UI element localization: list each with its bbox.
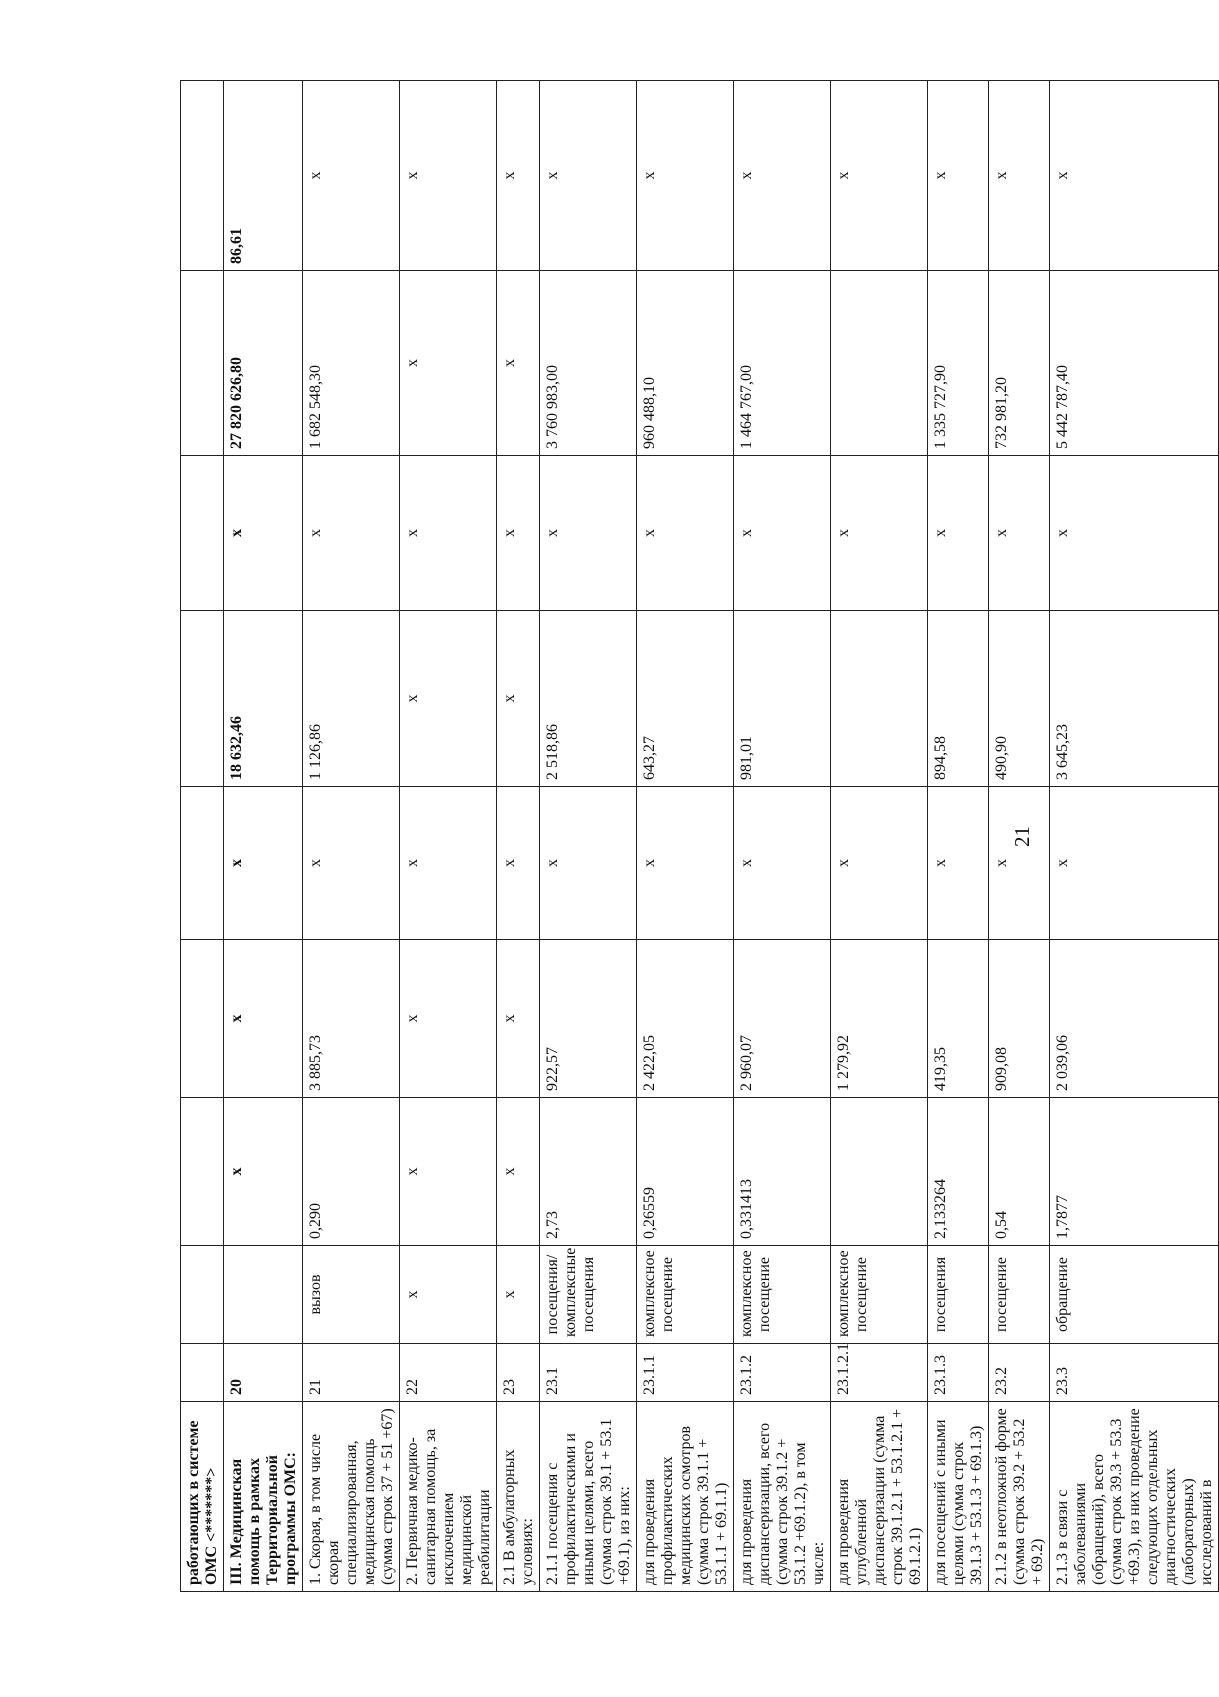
table-row [928, 81, 989, 1592]
norm-cell: 1,7877 [1050, 1098, 1219, 1246]
budget-per-capita-cell: х [497, 787, 540, 940]
row-name: для проведения углубленной диспансеризации (сумма строк 39.1.2.1 + 53.1.2.1 + 69.1.2.1) [831, 1402, 928, 1592]
row-number: 20 [224, 1344, 303, 1402]
row-name: для проведения профилактических медицинских осмотров (сумма строк 39.1.1 + 53.1.1 + 69.1.1) [637, 1402, 734, 1592]
budget-total-cell: х [734, 456, 831, 611]
cost-cell: 922,57 [540, 940, 637, 1098]
percent-cell: х [637, 81, 734, 271]
percent-cell: х [831, 81, 928, 271]
unit-cell: х [497, 1246, 540, 1344]
row-name: работающих в системе ОМС <*******> [181, 1402, 224, 1592]
cost-cell: х [400, 940, 497, 1098]
cost-cell: 419,35 [928, 940, 989, 1098]
page-number: 21 [1010, 826, 1034, 847]
oms-total-cell: 1 682 548,30 [303, 271, 400, 456]
row-number: 23.1.3 [928, 1344, 989, 1402]
oms-per-capita-cell: х [400, 611, 497, 787]
oms-per-capita-cell: х [497, 611, 540, 787]
oms-per-capita-cell: 490,90 [989, 611, 1050, 787]
budget-per-capita-cell: х [734, 787, 831, 940]
budget-per-capita-cell: х [1050, 787, 1219, 940]
norm-cell: х [400, 1098, 497, 1246]
oms-per-capita-cell: 2 518,86 [540, 611, 637, 787]
budget-total-cell: х [989, 456, 1050, 611]
oms-per-capita-cell: 1 126,86 [303, 611, 400, 787]
percent-cell [181, 81, 224, 271]
budget-total-cell: х [831, 456, 928, 611]
oms-per-capita-cell [831, 611, 928, 787]
oms-total-cell: 960 488,10 [637, 271, 734, 456]
row-name: для проведения диспансеризации, всего (сумма строк 39.1.2 + 53.1.2 +69.1.2), в том числе: [734, 1402, 831, 1592]
row-name: 2. Первичная медико-санитарная помощь, за исключением медицинской реабилитации [400, 1402, 497, 1592]
table-row [400, 81, 497, 1592]
budget-per-capita-cell: х [303, 787, 400, 940]
row-number: 23.2 [989, 1344, 1050, 1402]
oms-total-cell: 732 981,20 [989, 271, 1050, 456]
unit-cell: комплексное посещение [637, 1246, 734, 1344]
percent-cell: х [989, 81, 1050, 271]
row-number: 22 [400, 1344, 497, 1402]
unit-cell: обращение [1050, 1246, 1219, 1344]
row-name: 2.1.1 посещения с профилактическими и иными целями, всего (сумма строк 39.1 + 53.1 +69.1), из них: [540, 1402, 637, 1592]
budget-total-cell: х [540, 456, 637, 611]
table-row [303, 81, 400, 1592]
row-number [181, 1344, 224, 1402]
oms-per-capita-cell [181, 611, 224, 787]
unit-cell [224, 1246, 303, 1344]
budget-per-capita-cell: х [400, 787, 497, 940]
row-name: для посещений с иными целями (сумма строк 39.1.3 + 53.1.3 + 69.1.3) [928, 1402, 989, 1592]
percent-cell: х [400, 81, 497, 271]
row-number: 23.1.2.1 [831, 1344, 928, 1402]
percent-cell: х [497, 81, 540, 271]
oms-total-cell: 5 442 787,40 [1050, 271, 1219, 456]
oms-per-capita-cell: 3 645,23 [1050, 611, 1219, 787]
row-name: 2.1 В амбулаторных условиях: [497, 1402, 540, 1592]
norm-cell [831, 1098, 928, 1246]
data-table [180, 80, 1219, 1592]
row-name: III. Медицинская помощь в рамках Территориальной программы ОМС: [224, 1402, 303, 1592]
oms-per-capita-cell: 18 632,46 [224, 611, 303, 787]
norm-cell: 0,26559 [637, 1098, 734, 1246]
norm-cell: 0,331413 [734, 1098, 831, 1246]
cost-cell: 2 960,07 [734, 940, 831, 1098]
budget-per-capita-cell: х [928, 787, 989, 940]
cost-cell: 909,08 [989, 940, 1050, 1098]
row-name: 2.1.3 в связи с заболеваниями (обращений), всего (сумма строк 39.3 + 53.3 +69.3), из них проведение следующих отдельных диагностических (лабораторных) исследований в [1050, 1402, 1219, 1592]
oms-per-capita-cell: 643,27 [637, 611, 734, 787]
percent-cell: х [1050, 81, 1219, 271]
budget-total-cell: х [497, 456, 540, 611]
unit-cell: х [400, 1246, 497, 1344]
unit-cell: посещения [928, 1246, 989, 1344]
norm-cell: 2,73 [540, 1098, 637, 1246]
table-row [831, 81, 928, 1592]
oms-total-cell: 1 464 767,00 [734, 271, 831, 456]
norm-cell [181, 1098, 224, 1246]
unit-cell [181, 1246, 224, 1344]
table-row [1050, 81, 1219, 1592]
budget-per-capita-cell: х [224, 787, 303, 940]
row-name: 1. Скорая, в том числе скорая специализированная, медицинская помощь (сумма строк 37 + 51 +67) [303, 1402, 400, 1592]
norm-cell: 0,290 [303, 1098, 400, 1246]
table-row [540, 81, 637, 1592]
row-number: 23.1.1 [637, 1344, 734, 1402]
budget-total-cell [181, 456, 224, 611]
oms-per-capita-cell: 894,58 [928, 611, 989, 787]
oms-total-cell [181, 271, 224, 456]
oms-total-cell: 1 335 727,90 [928, 271, 989, 456]
cost-cell: х [224, 940, 303, 1098]
unit-cell: комплексное посещение [734, 1246, 831, 1344]
cost-cell: 2 039,06 [1050, 940, 1219, 1098]
cost-cell: х [497, 940, 540, 1098]
budget-total-cell: х [400, 456, 497, 611]
budget-per-capita-cell: х [540, 787, 637, 940]
unit-cell: вызов [303, 1246, 400, 1344]
table-row [181, 81, 224, 1592]
row-number: 23.1.2 [734, 1344, 831, 1402]
percent-cell: х [540, 81, 637, 271]
budget-per-capita-cell: х [831, 787, 928, 940]
norm-cell: 2,133264 [928, 1098, 989, 1246]
cost-cell [181, 940, 224, 1098]
rotated-page [180, 81, 1215, 1592]
cost-cell: 1 279,92 [831, 940, 928, 1098]
budget-per-capita-cell: х [637, 787, 734, 940]
row-number: 23 [497, 1344, 540, 1402]
cost-cell: 3 885,73 [303, 940, 400, 1098]
percent-cell: 86,61 [224, 81, 303, 271]
cost-cell: 2 422,05 [637, 940, 734, 1098]
norm-cell: х [224, 1098, 303, 1246]
percent-cell: х [928, 81, 989, 271]
oms-per-capita-cell: 981,01 [734, 611, 831, 787]
unit-cell: посещения/ комплексные посещения [540, 1246, 637, 1344]
norm-cell: х [497, 1098, 540, 1246]
row-name: 2.1.2 в неотложной форме (сумма строк 39.2 + 53.2 + 69.2) [989, 1402, 1050, 1592]
row-number: 23.3 [1050, 1344, 1219, 1402]
table-row [637, 81, 734, 1592]
table-row [224, 81, 303, 1592]
row-number: 23.1 [540, 1344, 637, 1402]
oms-total-cell: 3 760 983,00 [540, 271, 637, 456]
budget-total-cell: х [303, 456, 400, 611]
budget-total-cell: х [928, 456, 989, 611]
table-body [181, 81, 1219, 1592]
unit-cell: комплексное посещение [831, 1246, 928, 1344]
table-row [497, 81, 540, 1592]
percent-cell: х [303, 81, 400, 271]
oms-total-cell: х [400, 271, 497, 456]
budget-per-capita-cell [181, 787, 224, 940]
unit-cell: посещение [989, 1246, 1050, 1344]
budget-total-cell: х [637, 456, 734, 611]
percent-cell: х [734, 81, 831, 271]
row-number: 21 [303, 1344, 400, 1402]
budget-per-capita-cell: х [989, 787, 1050, 940]
budget-total-cell: х [1050, 456, 1219, 611]
budget-total-cell: х [224, 456, 303, 611]
table-row [734, 81, 831, 1592]
norm-cell: 0,54 [989, 1098, 1050, 1246]
oms-total-cell: х [497, 271, 540, 456]
oms-total-cell: 27 820 626,80 [224, 271, 303, 456]
oms-total-cell [831, 271, 928, 456]
